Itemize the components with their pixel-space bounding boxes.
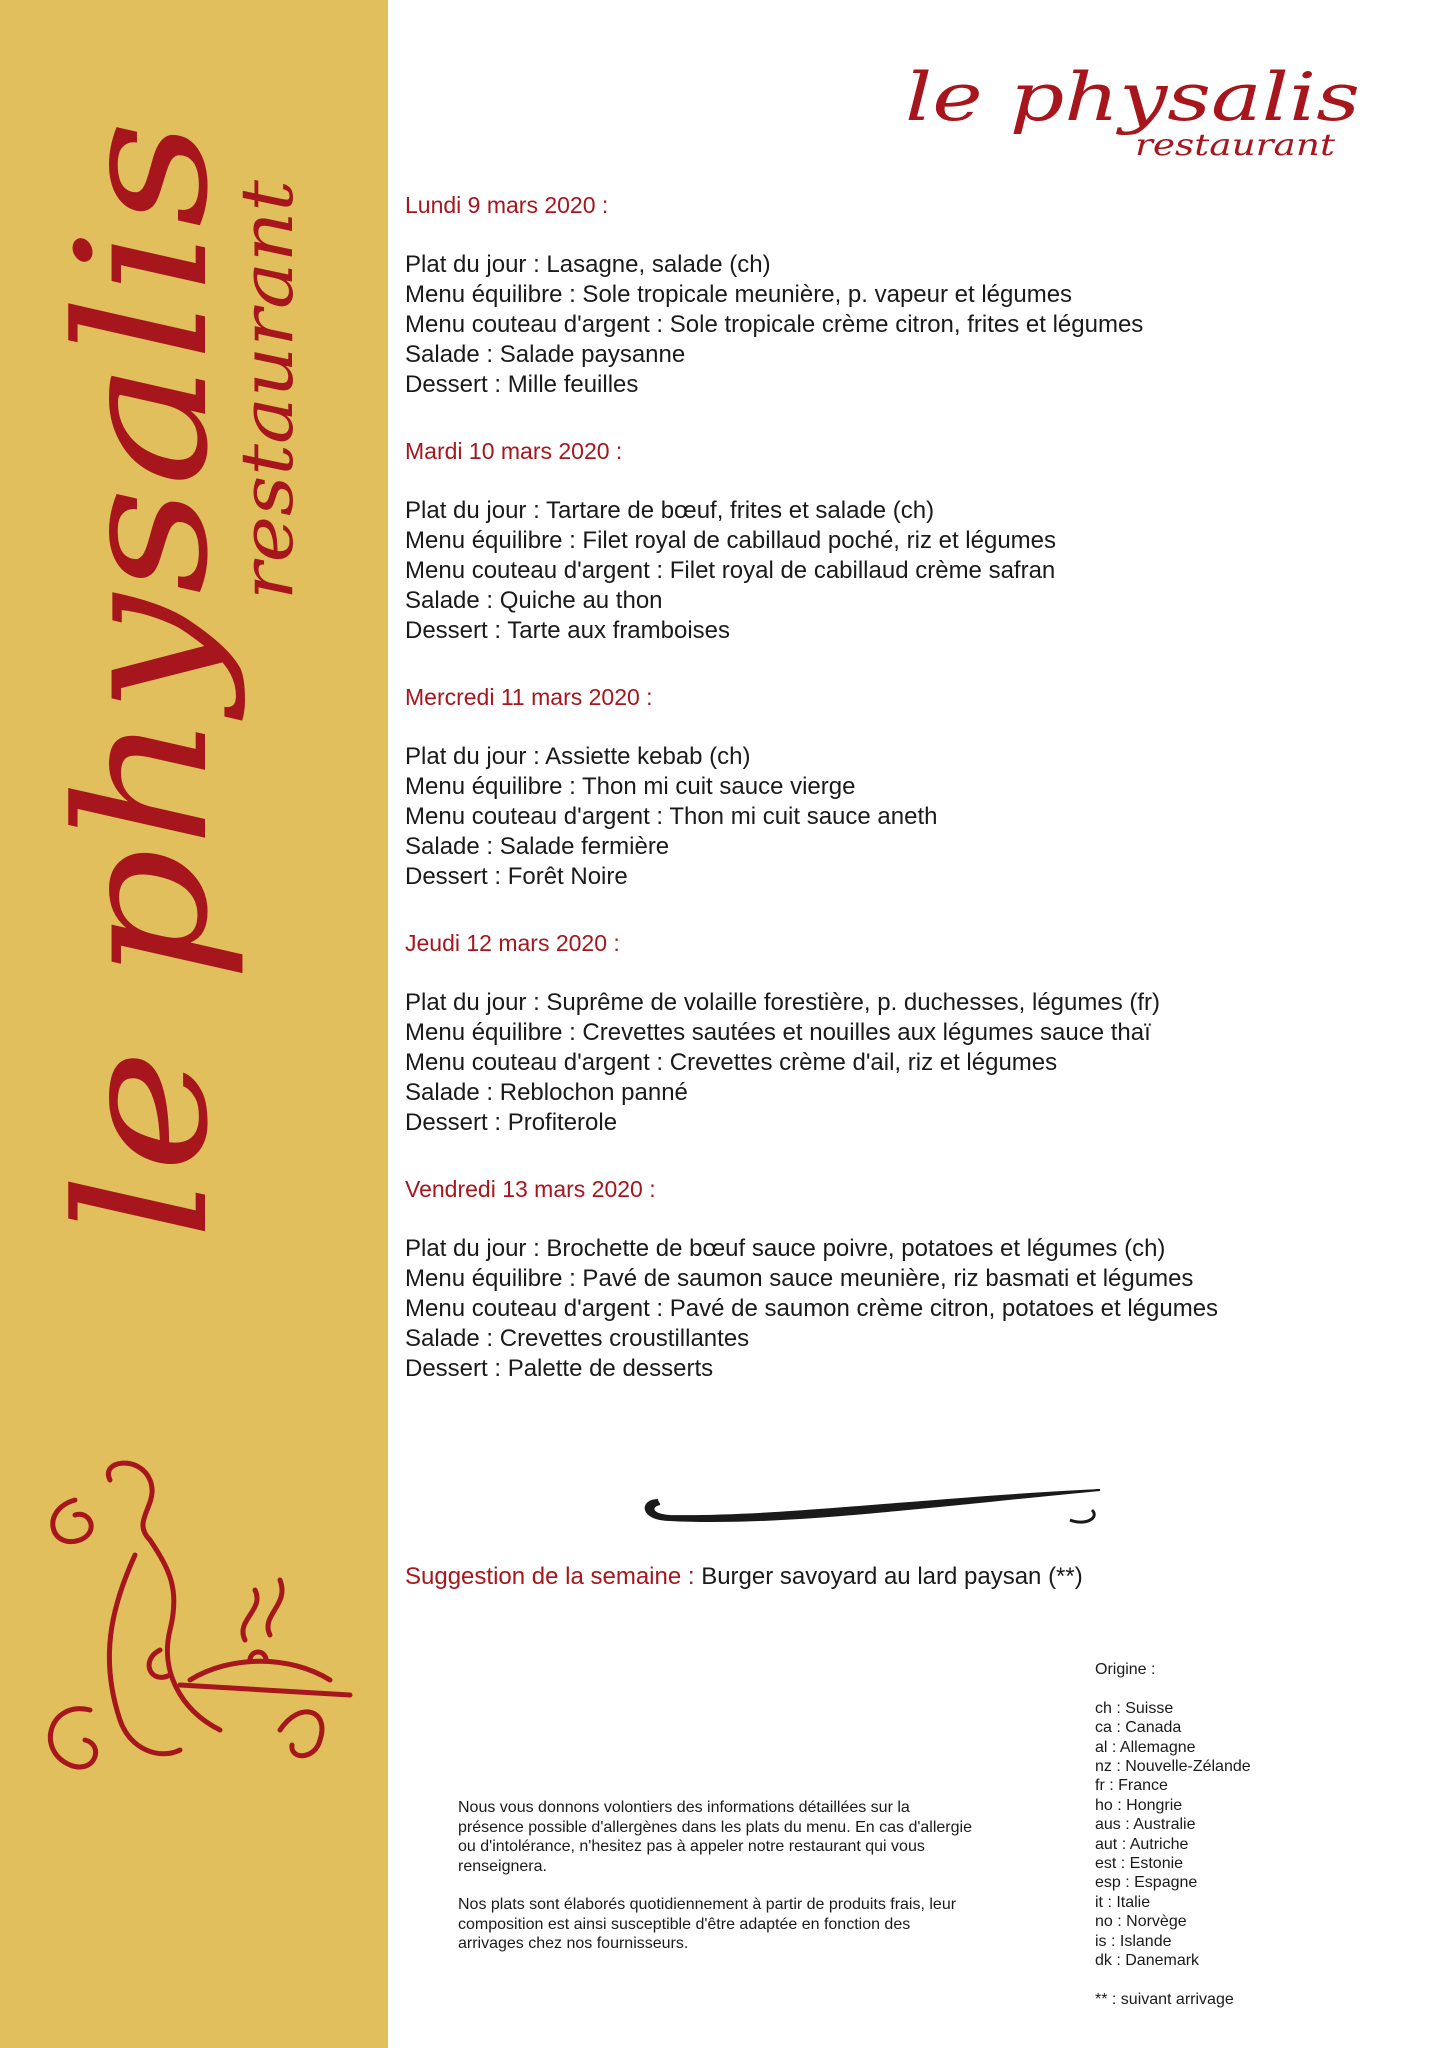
- menu-equilibre: Menu équilibre : Sole tropicale meunière, p. vapeur et légumes: [405, 281, 1073, 308]
- dessert: Dessert : Tarte aux framboises: [405, 617, 731, 644]
- menu-couteau-argent: Menu couteau d'argent : Sole tropicale crème citron, frites et légumes: [405, 311, 1144, 338]
- origin-item: est : Estonie: [1095, 1855, 1184, 1873]
- salade: Salade : Crevettes croustillantes: [405, 1325, 750, 1352]
- sidebar-logo-subtitle: restaurant: [225, 215, 309, 600]
- menu-equilibre: Menu équilibre : Crevettes sautées et nouilles aux légumes sauce thaï: [405, 1019, 1151, 1046]
- day-title: Lundi 9 mars 2020 :: [405, 192, 609, 218]
- sidebar-logo-name: le physalis: [39, 278, 248, 1240]
- salade: Salade : Quiche au thon: [405, 587, 663, 614]
- origin-item: no : Norvège: [1095, 1913, 1187, 1931]
- weekly-menu: [405, 190, 1415, 1420]
- day-tuesday: [405, 436, 1415, 646]
- origin-item: it : Italie: [1095, 1893, 1151, 1911]
- menu-couteau-argent: Menu couteau d'argent : Thon mi cuit sauce aneth: [405, 803, 938, 830]
- plat-du-jour: Plat du jour : Tartare de bœuf, frites et salade (ch): [405, 497, 935, 524]
- suggestion-label: Suggestion de la semaine :: [405, 1563, 695, 1590]
- flourish-divider: [630, 1478, 1110, 1538]
- menu-couteau-argent: Menu couteau d'argent : Pavé de saumon crème citron, potatoes et légumes: [405, 1295, 1219, 1322]
- dessert: Dessert : Palette de desserts: [405, 1355, 714, 1382]
- menu-couteau-argent: Menu couteau d'argent : Filet royal de cabillaud crème safran: [405, 557, 1056, 584]
- dessert: Dessert : Profiterole: [405, 1109, 618, 1136]
- header-logo-name: le physalis: [905, 59, 1360, 136]
- day-friday: [405, 1174, 1415, 1384]
- suggestion-value: Burger savoyard au lard paysan (**): [701, 1563, 1083, 1590]
- menu-equilibre: Menu équilibre : Filet royal de cabillaud poché, riz et légumes: [405, 527, 1057, 554]
- origin-item: aus : Australie: [1095, 1816, 1196, 1834]
- plat-du-jour: Plat du jour : Brochette de bœuf sauce poivre, potatoes et légumes (ch): [405, 1235, 1166, 1262]
- day-title: Mercredi 11 mars 2020 :: [405, 684, 653, 710]
- menu-equilibre: Menu équilibre : Thon mi cuit sauce vierge: [405, 773, 856, 800]
- origin-legend: [1095, 1660, 1395, 2009]
- dessert: Dessert : Forêt Noire: [405, 863, 628, 890]
- arrival-note: ** : suivant arrivage: [1095, 1990, 1234, 2008]
- salade: Salade : Salade paysanne: [405, 341, 686, 368]
- origin-item: dk : Danemark: [1095, 1952, 1200, 1970]
- note-paragraph: Nos plats sont élaborés quotidiennement à partir de produits frais, leur composition est ainsi susceptible d'être adaptée en fonction des arrivages chez nos fournisseurs.: [458, 1896, 957, 1952]
- weekly-suggestion: [405, 1562, 1083, 1592]
- note-paragraph: Nous vous donnons volontiers des informations détaillées sur la présence possible d'allergènes dans les plats du menu. En cas d'allergie ou d'intolérance, n'hesitez pas à appeler notre restaurant qui vous renseignera.: [458, 1799, 972, 1875]
- origin-item: aut : Autriche: [1095, 1835, 1189, 1853]
- menu-couteau-argent: Menu couteau d'argent : Crevettes crème d'ail, riz et légumes: [405, 1049, 1058, 1076]
- day-thursday: [405, 928, 1415, 1138]
- origin-item: is : Islande: [1095, 1932, 1172, 1950]
- origin-item: ch : Suisse: [1095, 1699, 1174, 1717]
- salade: Salade : Salade fermière: [405, 833, 670, 860]
- plat-du-jour: Plat du jour : Suprême de volaille forestière, p. duchesses, légumes (fr): [405, 989, 1161, 1016]
- day-title: Mardi 10 mars 2020 :: [405, 438, 623, 464]
- waiter-illustration: [30, 1460, 380, 1810]
- day-title: Jeudi 12 mars 2020 :: [405, 930, 620, 956]
- plat-du-jour: Plat du jour : Lasagne, salade (ch): [405, 251, 771, 278]
- day-monday: [405, 190, 1415, 400]
- header-logo: [900, 50, 1380, 180]
- sidebar-logo: [0, 40, 388, 1280]
- origin-item: fr : France: [1095, 1777, 1168, 1795]
- day-wednesday: [405, 682, 1415, 892]
- origin-item: ca : Canada: [1095, 1719, 1182, 1737]
- header-logo-subtitle: restaurant: [1135, 128, 1337, 163]
- origin-item: ho : Hongrie: [1095, 1796, 1183, 1814]
- dessert: Dessert : Mille feuilles: [405, 371, 639, 398]
- menu-equilibre: Menu équilibre : Pavé de saumon sauce meunière, riz basmati et légumes: [405, 1265, 1194, 1292]
- plat-du-jour: Plat du jour : Assiette kebab (ch): [405, 743, 751, 770]
- allergen-note: [458, 1798, 978, 1973]
- salade: Salade : Reblochon panné: [405, 1079, 688, 1106]
- day-title: Vendredi 13 mars 2020 :: [405, 1176, 656, 1202]
- origin-title: Origine :: [1095, 1661, 1156, 1678]
- origin-item: al : Allemagne: [1095, 1738, 1196, 1756]
- origin-item: nz : Nouvelle-Zélande: [1095, 1758, 1251, 1776]
- origin-item: esp : Espagne: [1095, 1874, 1198, 1892]
- sidebar-band: [0, 0, 388, 2048]
